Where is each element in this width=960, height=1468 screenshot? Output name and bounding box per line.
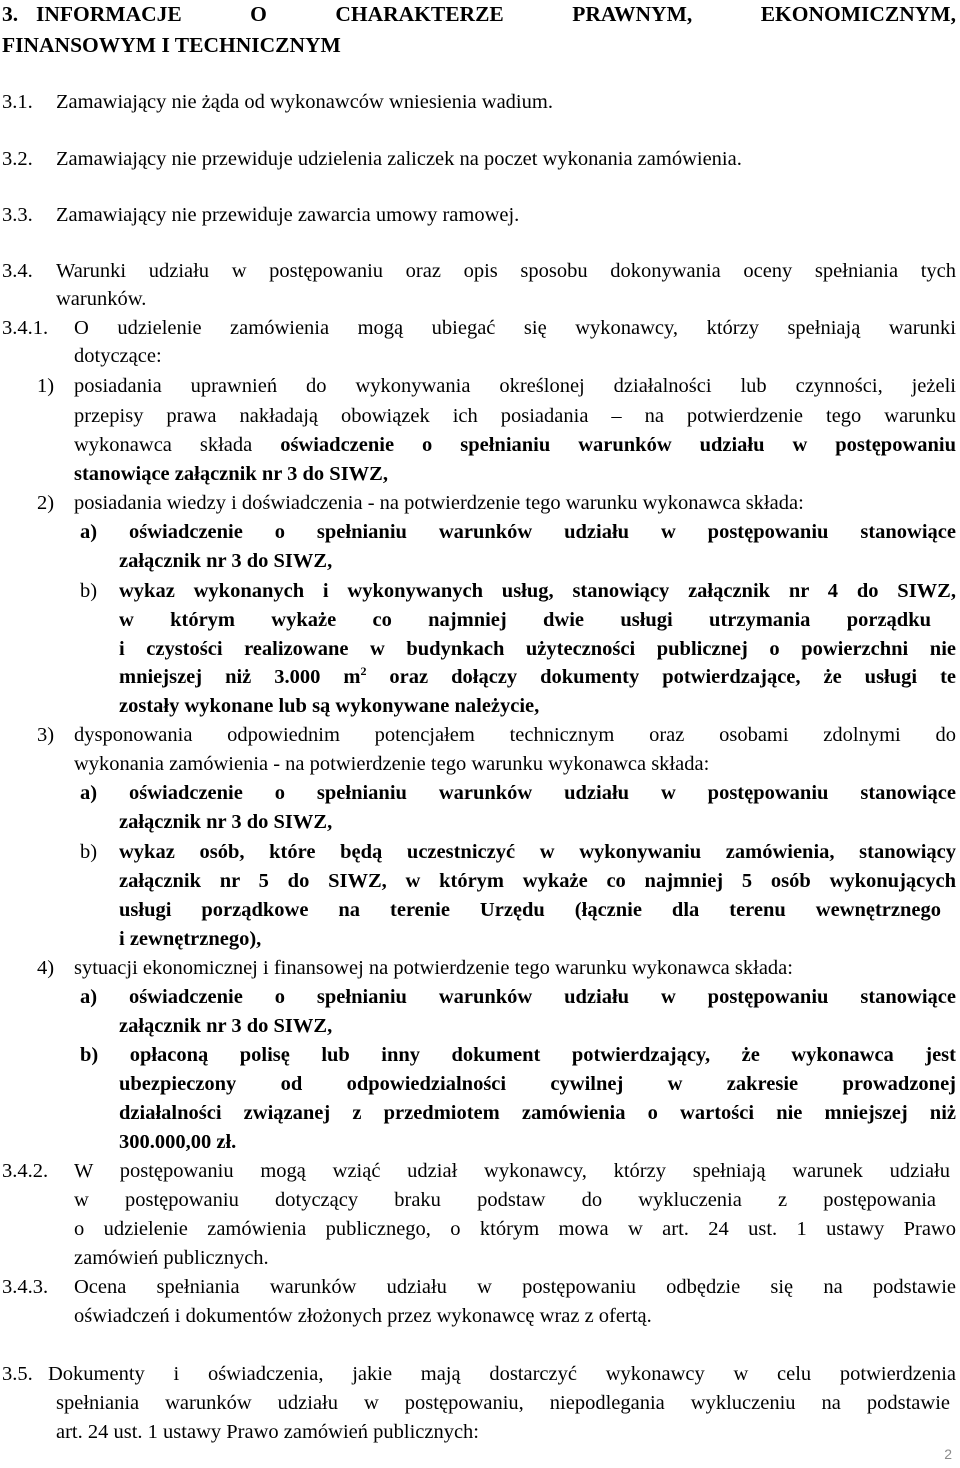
area-text-rest: oraz dołączy dokumenty potwierdzające, że usługi te (366, 666, 957, 688)
para-number: 3.5. (2, 1363, 33, 1385)
para-text: Dokumenty i oświadczenia, jakie mają dostarczyć wykonawcy w celu potwierdzenia (48, 1363, 956, 1385)
sublist-label: b) (80, 580, 98, 602)
list-text: posiadania wiedzy i doświadczenia - na potwierdzenie tego warunku wykonawca składa: (74, 492, 804, 514)
list-number: 1) (37, 375, 55, 397)
para-number: 3.4. (2, 260, 33, 282)
para-text: art. 24 ust. 1 ustawy Prawo zamówień publicznych: (56, 1421, 480, 1443)
sublist-text-bold: załącznik nr 3 do SIWZ, (119, 1015, 333, 1037)
sublist-text-bold: 300.000,00 zł. (119, 1131, 237, 1153)
list-text (74, 435, 956, 456)
list-number: 2) (37, 492, 55, 514)
sublist-text-bold: ubezpieczony od odpowiedzialności cywilnej w zakresie prowadzonej (119, 1073, 956, 1095)
sublist-text-bold (119, 664, 957, 688)
section-heading-line1 (36, 4, 956, 26)
sublist-text-bold: wykaz osób, które będą uczestniczyć w wykonywaniu zamówienia, stanowiący (119, 841, 956, 863)
sublist-text-bold: załącznik nr 3 do SIWZ, (119, 550, 333, 572)
list-number: 4) (37, 957, 55, 979)
sublist-text-bold: b) opłaconą polisę lub inny dokument potwierdzający, że wykonawca jest (80, 1044, 956, 1066)
para-text: oświadczeń i dokumentów złożonych przez wykonawcę wraz z ofertą. (74, 1305, 652, 1327)
list-text: posiadania uprawnień do wykonywania określonej działalności lub czynności, jeżeli (74, 375, 956, 397)
para-text: Zamawiający nie żąda od wykonawców wniesienia wadium. (56, 91, 553, 113)
sublist-label: b) (80, 841, 98, 863)
sublist-text-bold: wykaz wykonanych i wykonywanych usług, stanowiący załącznik nr 4 do SIWZ, (119, 580, 956, 602)
para-number: 3.1. (2, 91, 33, 113)
sublist-text-bold: działalności związanej z przedmiotem zamówienia o wartości nie mniejszej niż (119, 1102, 956, 1124)
page-number: 2 (944, 1446, 952, 1462)
section-heading-number: 3. (2, 2, 19, 26)
list-text-bold: oświadczenie o spełnianiu warunków udziału w postępowaniu (280, 434, 957, 456)
heading-word: INFORMACJE (36, 2, 182, 26)
sublist-text-bold: i zewnętrznego), (119, 928, 262, 950)
area-superscript: 2 (360, 664, 367, 679)
para-text: spełniania warunków udziału w postępowaniu, niepodlegania wykluczeniu na podstawie (56, 1392, 950, 1414)
sublist-text-bold: zostały wykonane lub są wykonywane należycie, (119, 695, 540, 717)
sublist-text-bold: załącznik nr 5 do SIWZ, w którym wykaże co najmniej 5 osób wykonujących (119, 870, 956, 892)
sublist-text-bold: i czystości realizowane w budynkach użyteczności publicznej o powierzchni nie (119, 638, 956, 660)
para-text: Warunki udziału w postępowaniu oraz opis sposobu dokonywania oceny spełniania tych (56, 260, 956, 282)
list-text: przepisy prawa nakładają obowiązek ich posiadania – na potwierdzenie tego warunku (74, 405, 956, 427)
para-text: dotyczące: (74, 345, 162, 367)
para-text: zamówień publicznych. (74, 1247, 269, 1269)
list-text: sytuacji ekonomicznej i finansowej na potwierdzenie tego warunku wykonawca składa: (74, 957, 793, 979)
para-number: 3.4.1. (2, 317, 49, 339)
para-text: o udzielenie zamówienia publicznego, o którym mowa w art. 24 ust. 1 ustawy Prawo (74, 1218, 956, 1240)
para-text: Zamawiający nie przewiduje udzielenia zaliczek na poczet wykonania zamówienia. (56, 148, 742, 170)
sublist-text-bold: a) oświadczenie o spełnianiu warunków udziału w postępowaniu stanowiące (80, 521, 956, 543)
heading-word: EKONOMICZNYM, (760, 2, 956, 26)
sublist-text-bold: a) oświadczenie o spełnianiu warunków udziału w postępowaniu stanowiące (80, 782, 956, 804)
heading-word: CHARAKTERZE (335, 2, 504, 26)
heading-word: PRAWNYM, (572, 2, 693, 26)
list-text: wykonania zamówienia - na potwierdzenie tego warunku wykonawca składa: (74, 753, 710, 775)
sublist-text-bold: a) oświadczenie o spełnianiu warunków udziału w postępowaniu stanowiące (80, 986, 956, 1008)
sublist-text-bold: załącznik nr 3 do SIWZ, (119, 811, 333, 833)
para-number: 3.4.2. (2, 1160, 49, 1182)
para-text: w postępowaniu dotyczący braku podstaw do wykluczenia z postępowania (74, 1189, 936, 1211)
list-text-normal: wykonawca składa (74, 434, 281, 456)
list-number: 3) (37, 724, 55, 746)
sublist-text-bold: usługi porządkowe na terenie Urzędu (łącznie dla terenu wewnętrznego (119, 899, 941, 921)
area-text: mniejszej niż 3.000 m (119, 666, 361, 688)
para-text: warunków. (56, 288, 147, 310)
list-text: dysponowania odpowiednim potencjałem technicznym oraz osobami zdolnymi do (74, 724, 956, 746)
heading-word: O (250, 2, 267, 26)
para-number: 3.4.3. (2, 1276, 49, 1298)
para-text: Zamawiający nie przewiduje zawarcia umowy ramowej. (56, 204, 520, 226)
para-text: O udzielenie zamówienia mogą ubiegać się wykonawcy, którzy spełniają warunki (74, 317, 956, 339)
para-text: Ocena spełniania warunków udziału w postępowaniu odbędzie się na podstawie (74, 1276, 956, 1298)
section-heading-line2: FINANSOWYM I TECHNICZNYM (2, 33, 341, 57)
list-text-bold: stanowiące załącznik nr 3 do SIWZ, (74, 463, 388, 485)
sublist-text-bold: w którym wykaże co najmniej dwie usługi utrzymania porządku (119, 609, 931, 631)
para-number: 3.2. (2, 148, 33, 170)
para-number: 3.3. (2, 204, 33, 226)
para-text: W postępowaniu mogą wziąć udział wykonawcy, którzy spełniają warunek udziału (74, 1160, 950, 1182)
